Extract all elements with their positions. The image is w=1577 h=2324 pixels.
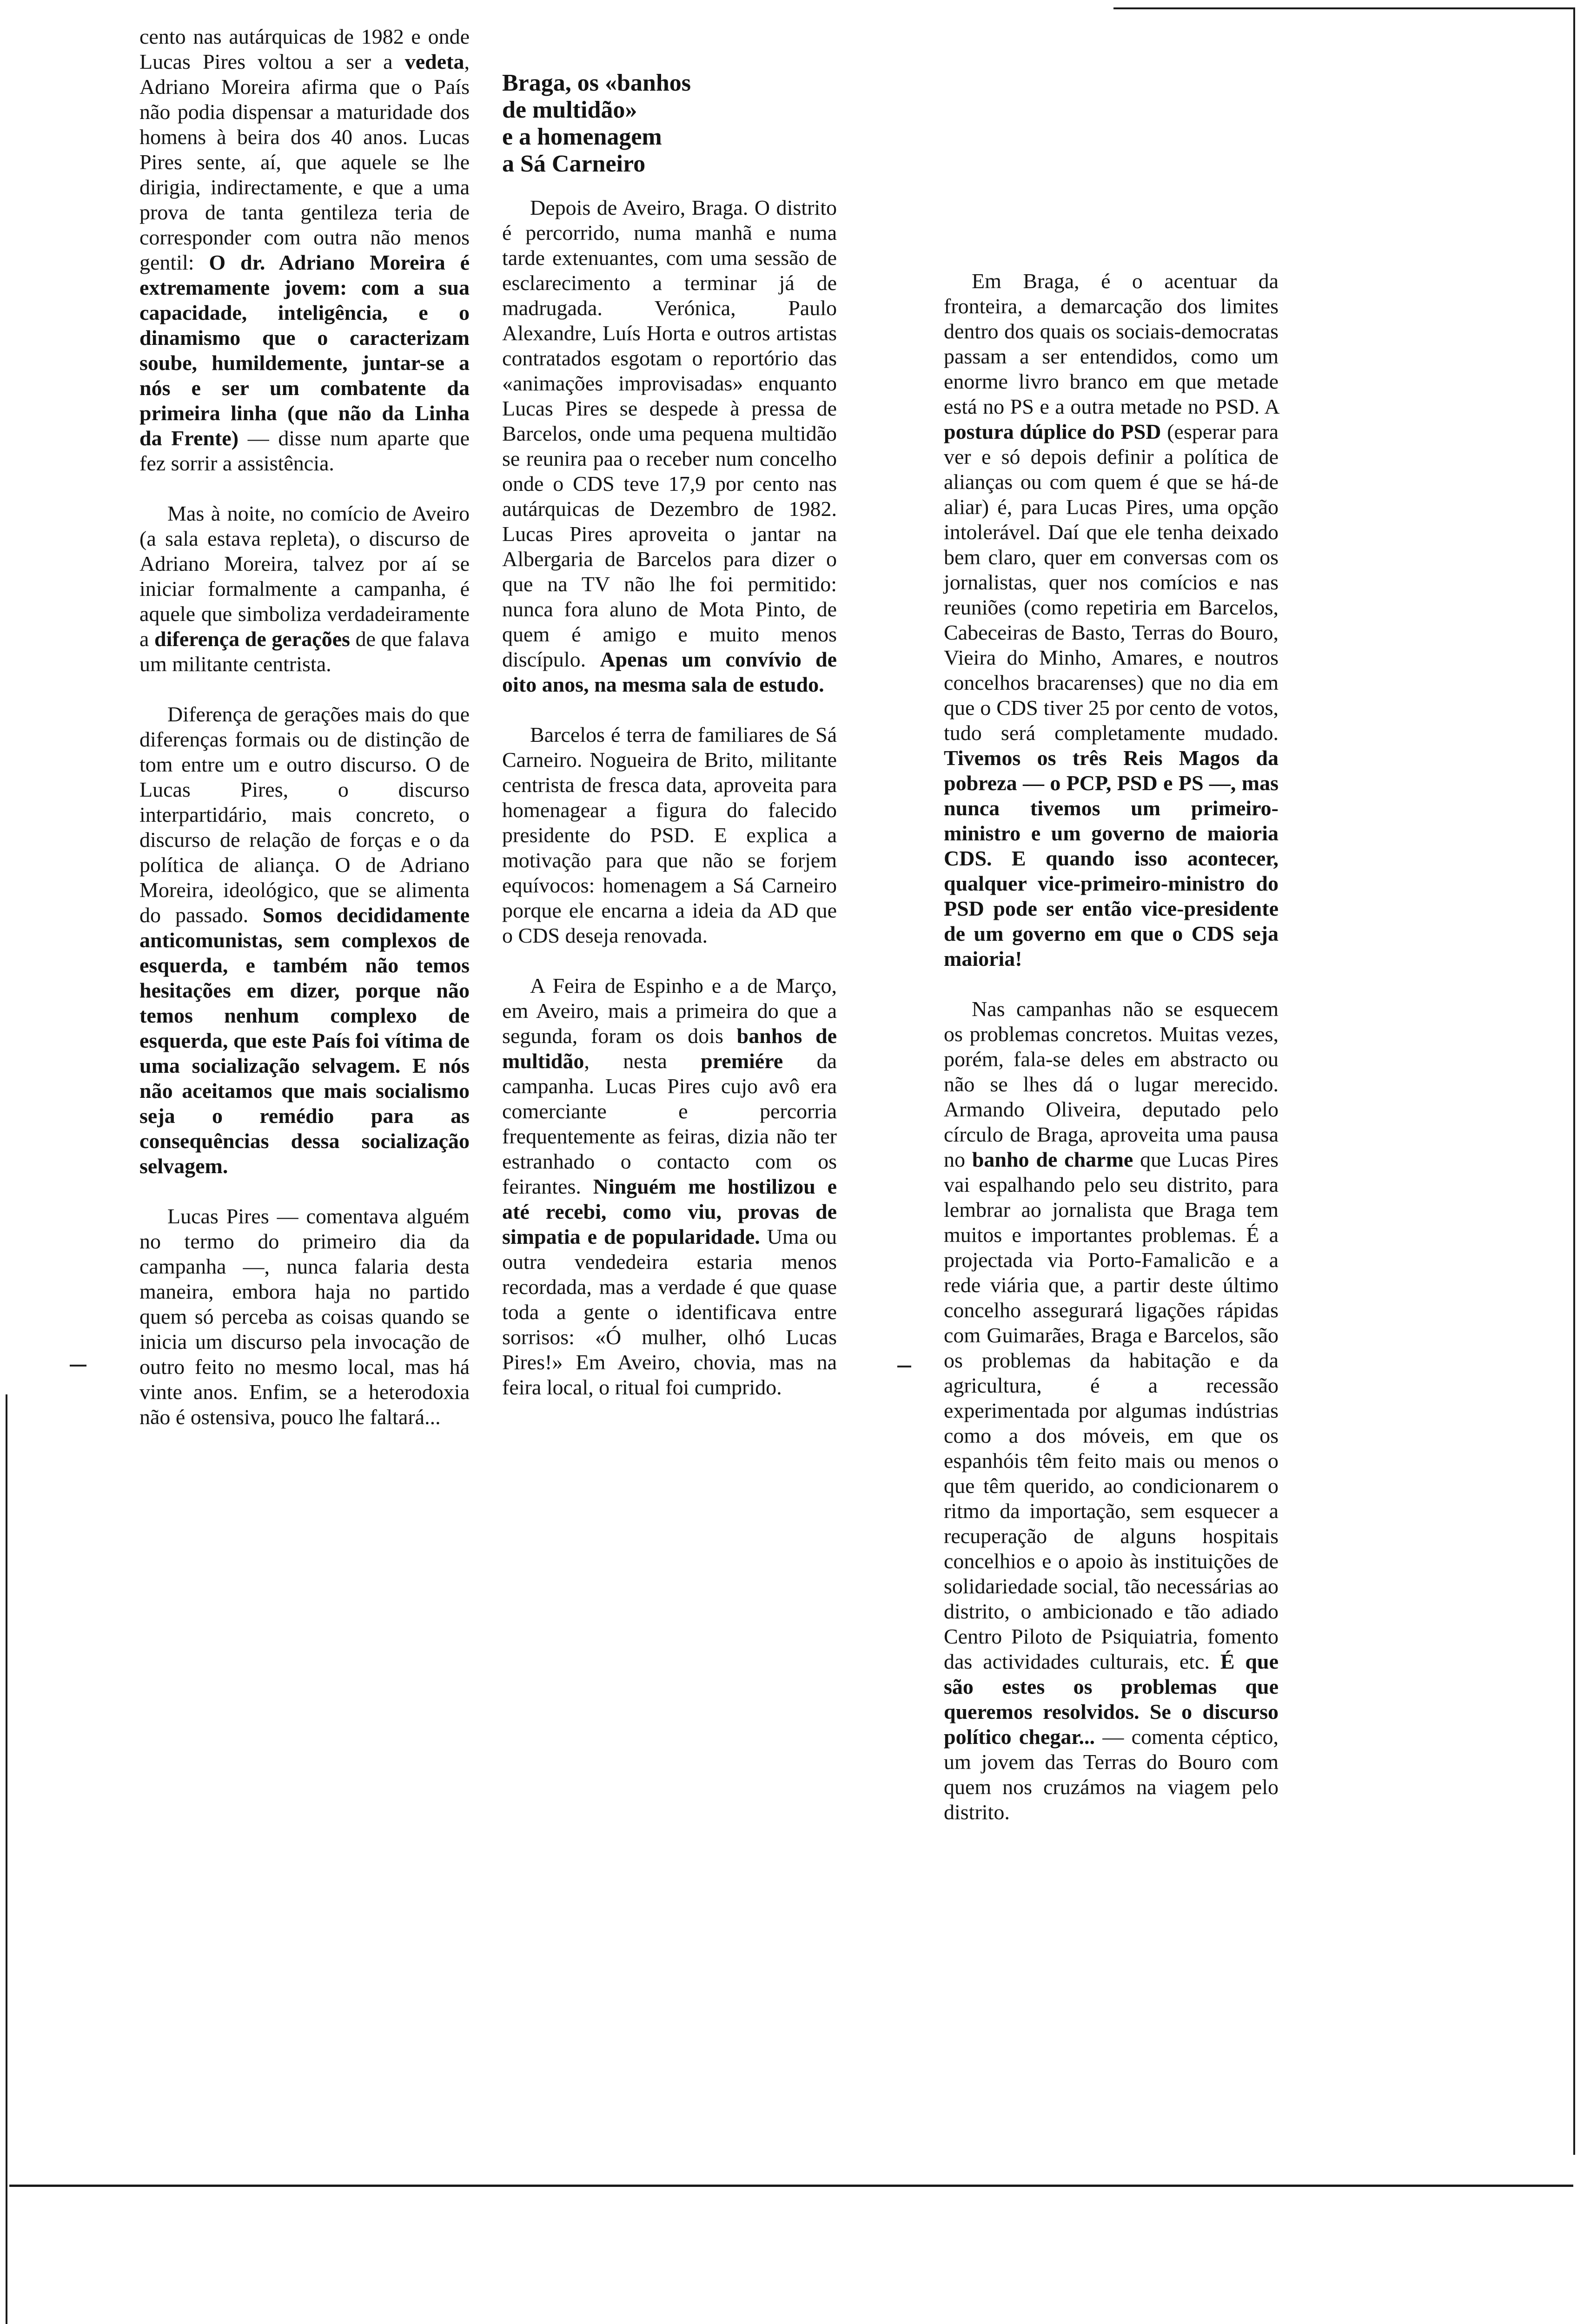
- article-column-3: [944, 269, 1279, 1850]
- right-edge-rule: [1573, 7, 1575, 2155]
- article-column-1: [139, 24, 470, 1455]
- left-margin-mark: [70, 1365, 86, 1367]
- top-right-rule: [1113, 7, 1574, 9]
- paragraph: Barcelos é terra de familiares de Sá Carneiro. Nogueira de Brito, militante centrista de fresca data, aproveita para homenagear a figura do falecido presidente do PSD. E explica a motivação para que não se forjem equívocos: homenagem a Sá Carneiro porque ele encarna a ideia da AD que o CDS deseja renovada.: [502, 723, 837, 947]
- paragraph: Depois de Aveiro, Braga. O distrito é percorrido, numa manhã e numa tarde extenuantes, com uma sessão de esclarecimento a terminar já de madrugada. Verónica, Paulo Alexandre, Luís Horta e outros artistas contratados esgotam o reportório das «animações improvisadas» enquanto Lucas Pires se despede à pressa de Barcelos, onde uma pequena multidão se reunira paa o receber num concelho onde o CDS teve 17,9 por cento nas autárquicas de Dezembro de 1982. Lucas Pires aproveita o jantar na Albergaria de Barcelos para dizer o que na TV não lhe foi permitido: nunca fora aluno de Mota Pinto, de quem é amigo e muito menos discípulo. Apenas um convívio de oito anos, na mesma sala de estudo.: [502, 196, 837, 696]
- paragraph: Diferença de gerações mais do que diferenças formais ou de distinção de tom entre um e outro discurso. O de Lucas Pires, o discurso interpartidário, mais concreto, o discurso de relação de forças e o da política de aliança. O de Adriano Moreira, ideológico, que se alimenta do passado. Somos decididamente anticomunistas, sem complexos de esquerda, e também não temos hesitações em dizer, porque não temos nenhum complexo de esquerda, que este País foi vítima de uma socialização selvagem. E nós não aceitamos que mais socialismo seja o remédio para as consequências dessa socialização selvagem.: [139, 702, 470, 1178]
- paragraph: Lucas Pires — comentava alguém no termo do primeiro dia da campanha —, nunca falaria desta maneira, embora haja no partido quem só perceba as coisas quando se inicia um discurso pela invocação de outro feito no mesmo local, mas há vinte anos. Enfim, se a heterodoxia não é ostensiva, pouco lhe faltará...: [139, 1204, 470, 1429]
- mid-margin-mark: [897, 1366, 911, 1367]
- paragraph: A Feira de Espinho e a de Março, em Aveiro, mais a primeira do que a segunda, foram os dois banhos de multidão, nesta premiére da campanha. Lucas Pires cujo avô era comerciante e percorria frequentemente as feiras, dizia não ter estranhado o contacto com os feirantes. Ninguém me hostilizou e até recebi, como viu, provas de simpatia e de popularidade. Uma ou outra vendedeira estaria menos recordada, mas a verdade é que quase toda a gente o identificava entre sorrisos: «Ó mulher, olhó Lucas Pires!» Em Aveiro, chovia, mas na feira local, o ritual foi cumprido.: [502, 974, 837, 1399]
- paragraph: Mas à noite, no comício de Aveiro (a sala estava repleta), o discurso de Adriano Moreira, talvez por aí se iniciar formalmente a campanha, é aquele que simboliza verdadeiramente a diferença de gerações de que falava um militante centrista.: [139, 502, 470, 676]
- section-headline: Braga, os «banhos de multidão» e a homenagem a Sá Carneiro: [502, 70, 691, 177]
- article-column-2: [502, 70, 837, 1425]
- paragraph: cento nas autárquicas de 1982 e onde Lucas Pires voltou a ser a vedeta, Adriano Moreira afirma que o País não podia dispensar a maturidade dos homens à beira dos 40 anos. Lucas Pires sente, aí, que aquele se lhe dirigia, indirectamente, e que a uma prova de tanta gentileza teria de corresponder com outra não menos gentil: O dr. Adriano Moreira é extremamente jovem: com a sua capacidade, inteligência, e o dinamismo que o caracterizam soube, humildemente, juntar-se a nós e ser um combatente da primeira linha (que não da Linha da Frente) — disse num aparte que fez sorrir a assistência.: [139, 25, 470, 475]
- paragraph: Nas campanhas não se esquecem os problemas concretos. Muitas vezes, porém, fala-se deles em abstracto ou não se lhes dá o lugar merecido. Armando Oliveira, deputado pelo círculo de Braga, aproveita uma pausa no banho de charme que Lucas Pires vai espalhando pelo seu distrito, para lembrar ao jornalista que Braga tem muitos e importantes problemas. É a projectada via Porto-Famalicão e a rede viária que, a partir deste último concelho assegurará ligações rápidas com Guimarães, Braga e Barcelos, são os problemas da habitação e da agricultura, é a recessão experimentada por algumas indústrias como a dos móveis, em que os espanhóis têm feito mais ou menos o que têm querido, ao condicionarem o ritmo da importação, sem esquecer a recuperação de alguns hospitais concelhios e o apoio às instituições de solidariedade social, tão necessárias ao distrito, o ambicionado e tão adiado Centro Piloto de Psiquiatria, fomento das actividades culturais, etc. É que são estes os problemas que queremos resolvidos. Se o discurso político chegar... — comenta céptico, um jovem das Terras do Bouro com quem nos cruzámos na viagem pelo distrito.: [944, 997, 1279, 1824]
- left-edge-rule: [6, 1394, 7, 2324]
- paragraph: Em Braga, é o acentuar da fronteira, a demarcação dos limites dentro dos quais os sociais-democratas passam a ser entendidos, como um enorme livro branco em que metade está no PS e a outra metade no PSD. A postura dúplice do PSD (esperar para ver e só depois definir a política de alianças ou com quem é que se há-de aliar) é, para Lucas Pires, uma opção intolerável. Daí que ele tenha deixado bem claro, quer em conversas com os jornalistas, quer nos comícios e nas reuniões (como repetiria em Barcelos, Cabeceiras de Basto, Terras do Bouro, Vieira do Minho, Amares, e noutros concelhos bracarenses) que no dia em que o CDS tiver 25 por cento de votos, tudo será completamente mudado. Tivemos os três Reis Magos da pobreza — o PCP, PSD e PS —, mas nunca tivemos um primeiro-ministro e um governo de maioria CDS. E quando isso acontecer, qualquer vice-primeiro-ministro do PSD pode ser então vice-presidente de um governo em que o CDS seja maioria!: [944, 269, 1279, 971]
- bottom-rule: [9, 2185, 1573, 2187]
